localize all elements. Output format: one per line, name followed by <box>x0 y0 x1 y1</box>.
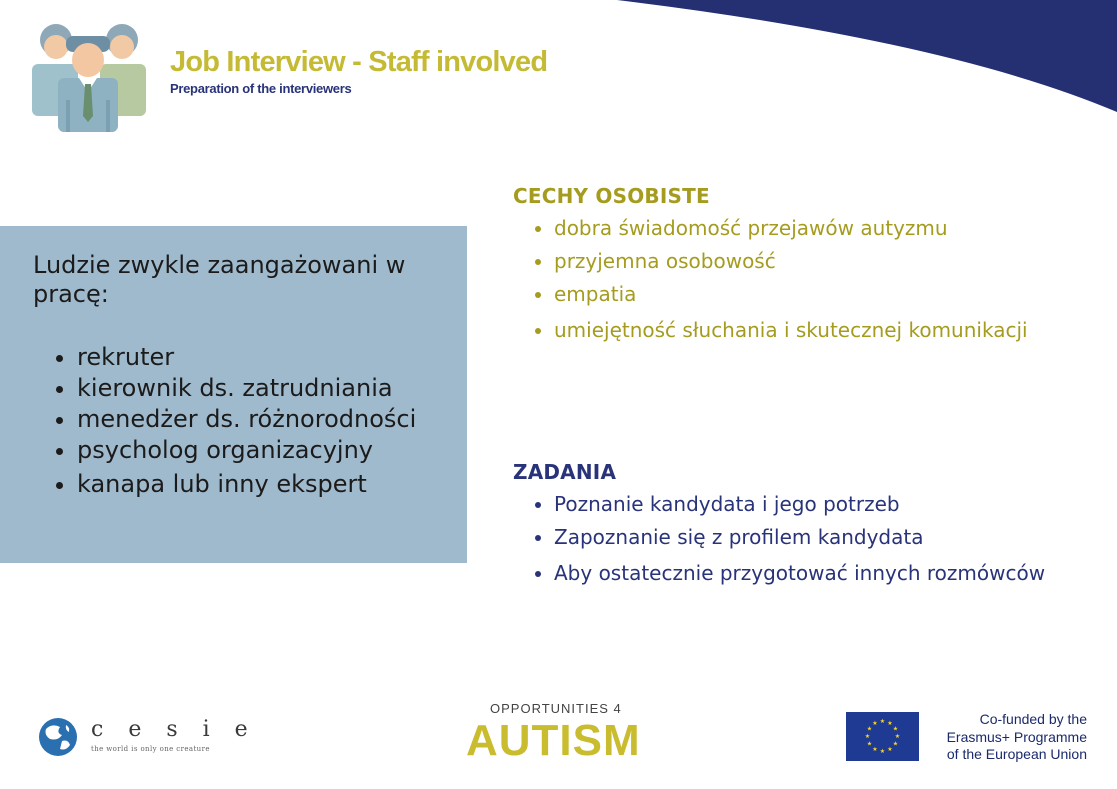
tasks-heading: ZADANIA <box>513 460 617 484</box>
eu-text-line: Co-funded by the <box>979 711 1087 727</box>
staff-group-icon <box>30 20 150 132</box>
eu-flag-icon <box>846 712 919 761</box>
list-item: • kanapa lub inny ekspert <box>77 470 447 499</box>
list-item: • rekruter <box>77 343 447 372</box>
list-item: • kierownik ds. zatrudniania <box>77 374 447 403</box>
svg-text:★: ★ <box>872 720 878 727</box>
page-title: Job Interview - Staff involved <box>170 46 548 78</box>
list-item: • dobra świadomość przejawów autyzmu <box>554 212 1073 245</box>
list-item: • Aby ostatecznie przygotować innych rozmówców <box>554 554 1073 593</box>
corner-swoosh-decoration <box>617 0 1117 115</box>
involved-staff-panel <box>0 226 467 563</box>
svg-text:★: ★ <box>866 725 873 733</box>
personal-traits-heading: CECHY OSOBISTE <box>513 184 710 208</box>
eu-text-line: Erasmus+ Programme <box>946 728 1087 745</box>
cesie-tagline: the world is only one creature <box>91 745 210 753</box>
svg-text:★: ★ <box>892 740 899 748</box>
svg-text:★: ★ <box>892 725 899 733</box>
list-item: • empatia <box>554 278 1073 311</box>
autism-logo-text: AUTISM <box>466 716 641 765</box>
list-item: • przyjemna osobowość <box>554 245 1073 278</box>
svg-text:★: ★ <box>864 733 871 740</box>
svg-text:★: ★ <box>879 748 886 755</box>
personal-traits-section <box>513 184 1073 350</box>
svg-text:★: ★ <box>887 746 893 753</box>
svg-text:★: ★ <box>872 746 878 753</box>
list-item: • menedżer ds. różnorodności <box>77 405 447 434</box>
page-subtitle: Preparation of the interviewers <box>170 81 352 96</box>
involved-staff-intro: Ludzie zwykle zaangażowani w pracę: <box>33 251 406 308</box>
list-item: • Poznanie kandydata i jego potrzeb <box>554 488 1073 521</box>
svg-text:★: ★ <box>887 720 893 727</box>
tasks-section <box>513 460 1073 593</box>
list-item: • Zapoznanie się z profilem kandydata <box>554 521 1073 554</box>
tasks-list <box>513 488 1073 593</box>
svg-text:★: ★ <box>879 718 886 725</box>
list-item: • psycholog organizacyjny <box>77 436 447 465</box>
cesie-wordmark: c e s i e <box>91 717 257 742</box>
opportunities-label: OPPORTUNITIES 4 <box>490 701 622 716</box>
eu-text-line: of the European Union <box>946 746 1087 762</box>
involved-staff-list <box>33 343 447 499</box>
svg-text:★: ★ <box>894 733 901 740</box>
personal-traits-list <box>513 212 1073 350</box>
eu-cofunding-text <box>947 711 1087 764</box>
cesie-logo-icon <box>36 715 80 759</box>
list-item: • umiejętność słuchania i skutecznej komunikacji <box>554 311 1073 350</box>
svg-text:★: ★ <box>866 740 873 748</box>
